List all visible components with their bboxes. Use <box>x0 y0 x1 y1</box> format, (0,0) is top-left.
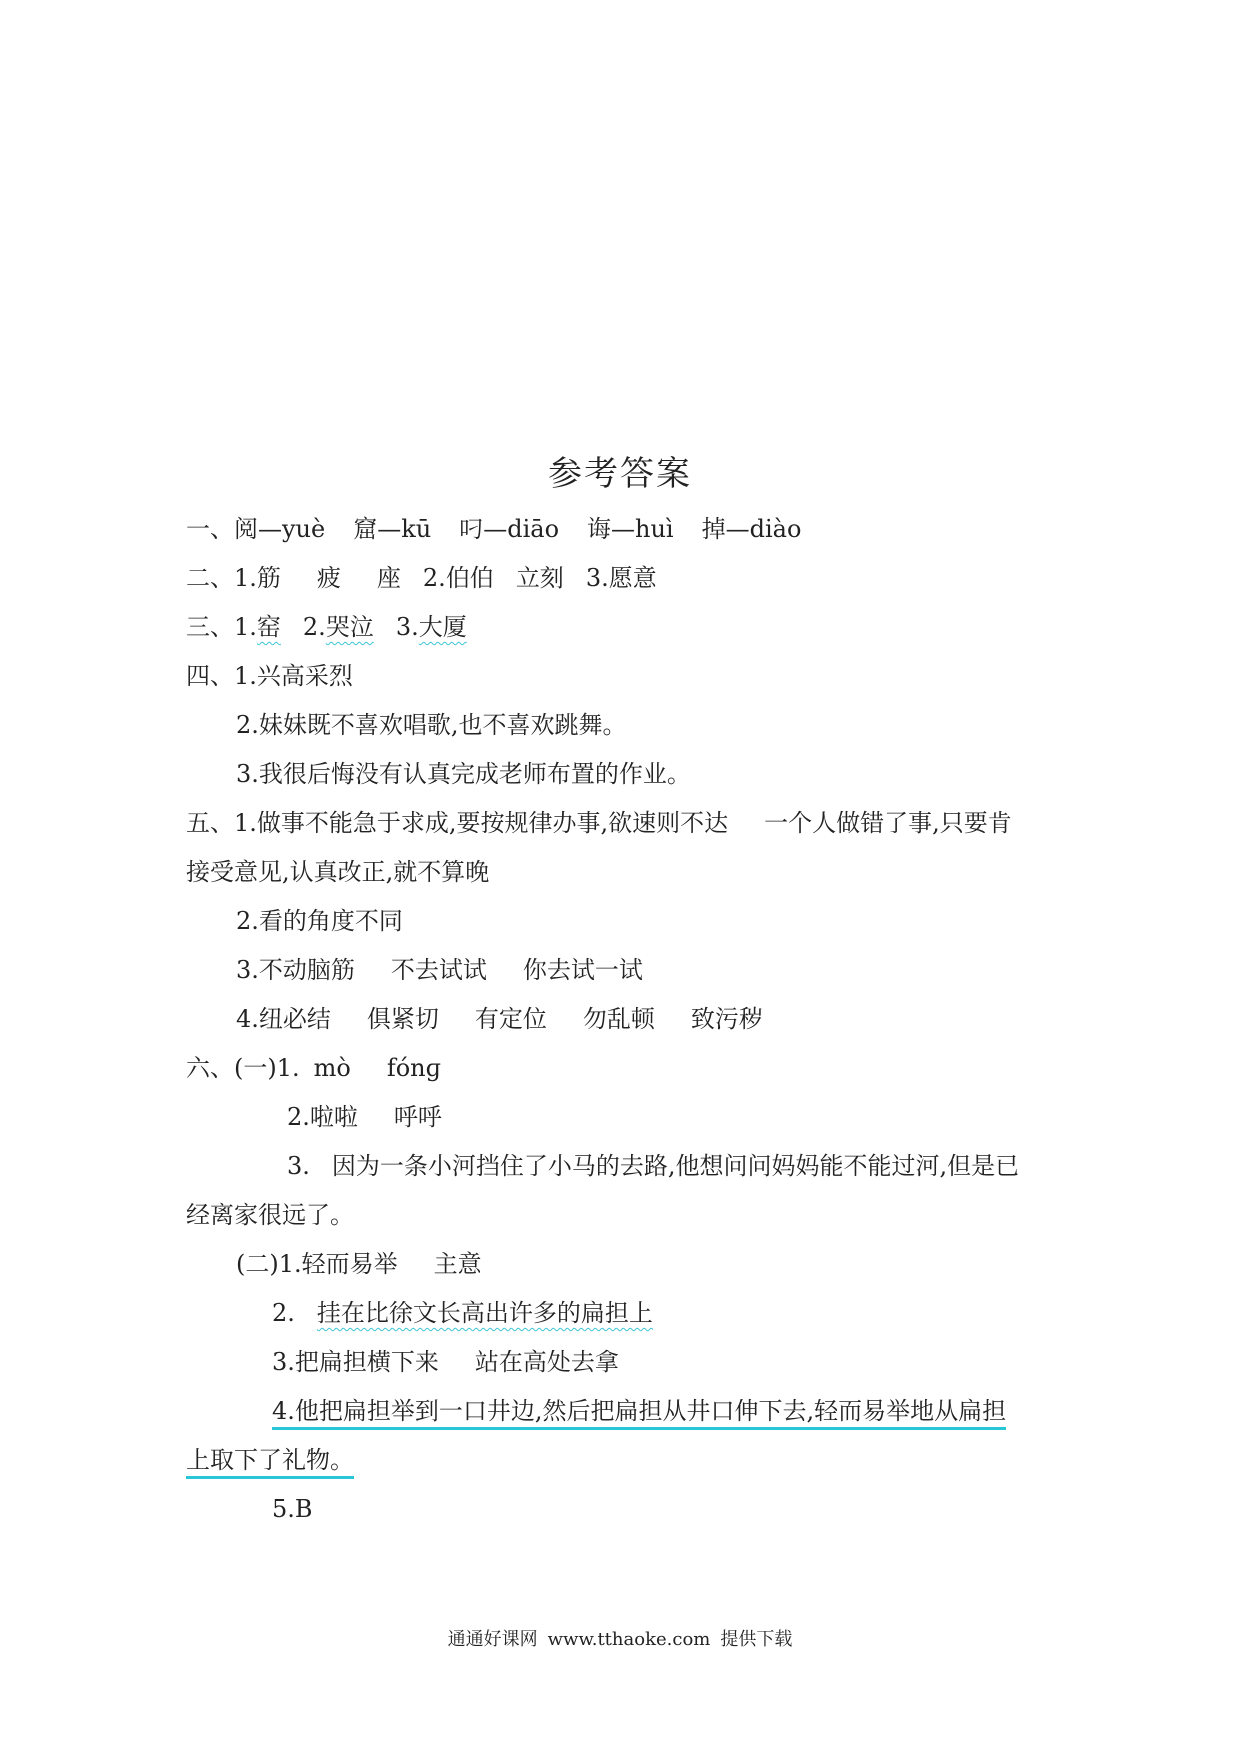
s6-answer: 呼呼 <box>393 1103 442 1131</box>
s2-answer: 筋 <box>256 564 281 592</box>
section-6-line-1 <box>186 1051 441 1085</box>
s5-answer: 一个人做错了事,只要肯 <box>764 809 1012 837</box>
section-6-line-8 <box>272 1394 1006 1428</box>
s2-answer: 疲 <box>316 564 341 592</box>
s5-answer: 你去试一试 <box>522 956 643 984</box>
section-2-line <box>186 561 657 595</box>
s2-num: 3. <box>585 564 609 592</box>
section-5-line-4 <box>236 953 643 987</box>
s3-num: 1. <box>234 613 257 641</box>
s6-answer-underlined: 4.他把扁担举到一口井边,然后把扁担从井口伸下去,轻而易举地从扁担 <box>272 1397 1006 1430</box>
section-6-line-2 <box>287 1100 442 1134</box>
s5-answer: 致污秽 <box>690 1005 763 1033</box>
section-6-label: 六、 <box>186 1054 234 1082</box>
section-1-label: 一、 <box>186 515 234 543</box>
s2-answer: 愿意 <box>608 564 657 592</box>
section-2-label: 二、 <box>186 564 234 592</box>
s1-item: 阅—yuè <box>234 515 326 543</box>
s3-num: 3. <box>395 613 419 641</box>
section-4-line-3: 3.我很后悔没有认真完成老师布置的作业。 <box>236 760 691 788</box>
page-title: 参考答案 <box>548 454 692 494</box>
section-5-line-2: 接受意见,认真改正,就不算晚 <box>186 858 490 886</box>
section-5-line-3: 2.看的角度不同 <box>236 907 403 935</box>
s6-answer: 站在高处去拿 <box>474 1348 619 1376</box>
section-3-label: 三、 <box>186 613 234 641</box>
section-3-line <box>186 610 467 644</box>
footer-url: www.tthaoke.com <box>547 1629 711 1650</box>
section-5-line-1 <box>186 806 1012 840</box>
s2-answer: 伯伯 <box>445 564 494 592</box>
section-6-line-5 <box>236 1247 482 1281</box>
s1-item: 诲—huì <box>587 515 674 543</box>
s4-answer: 1.兴高采烈 <box>234 662 353 690</box>
s6-answer: fónɡ <box>386 1054 441 1082</box>
s5-answer: 3.不动脑筋 <box>236 956 355 984</box>
s3-num: 2. <box>302 613 326 641</box>
section-6-line-9 <box>186 1443 354 1477</box>
s5-answer: 1.做事不能急于求成,要按规律办事,欲速则不达 <box>234 809 729 837</box>
s6-num: 2. <box>272 1299 295 1327</box>
s2-answer: 座 <box>376 564 401 592</box>
section-4-line-1 <box>186 659 353 693</box>
s2-num: 1. <box>234 564 257 592</box>
section-6-line-6 <box>272 1296 653 1330</box>
s1-item: 掉—diào <box>701 515 802 543</box>
section-5-label: 五、 <box>186 809 234 837</box>
s6-answer: (二)1.轻而易举 <box>236 1250 398 1278</box>
s5-answer: 不去试试 <box>390 956 487 984</box>
s3-answer-underlined: 哭泣 <box>325 613 374 641</box>
section-4-label: 四、 <box>186 662 234 690</box>
section-6-line-3 <box>287 1149 1019 1183</box>
s3-answer-underlined: 大厦 <box>418 613 467 641</box>
s6-answer: mò <box>313 1054 351 1082</box>
s2-num: 2. <box>422 564 446 592</box>
s5-answer: 4.纽必结 <box>236 1005 331 1033</box>
s6-answer: 2.啦啦 <box>287 1103 358 1131</box>
s6-num: 3. <box>287 1152 310 1180</box>
s6-answer: 3.把扁担横下来 <box>272 1348 439 1376</box>
s6-answer-underlined: 上取下了礼物。 <box>186 1446 354 1479</box>
s6-sub-label: (一)1. <box>234 1054 300 1082</box>
section-4-line-2: 2.妹妹既不喜欢唱歌,也不喜欢跳舞。 <box>236 711 627 739</box>
s5-answer: 有定位 <box>474 1005 547 1033</box>
s6-answer: 主意 <box>433 1250 482 1278</box>
s2-answer: 立刻 <box>515 564 564 592</box>
section-6-line-10: 5.B <box>272 1495 313 1523</box>
section-1-line <box>186 512 801 546</box>
section-6-line-4: 经离家很远了。 <box>186 1201 354 1229</box>
footer-watermark <box>0 1627 1240 1653</box>
s1-item: 窟—kū <box>353 515 432 543</box>
section-5-line-5 <box>236 1002 763 1036</box>
s3-answer-underlined: 窑 <box>256 613 281 641</box>
footer-site-name: 通通好课网 <box>447 1629 538 1650</box>
s5-answer: 俱紧切 <box>366 1005 439 1033</box>
footer-suffix: 提供下载 <box>720 1629 793 1650</box>
s5-answer: 勿乱顿 <box>582 1005 655 1033</box>
s6-answer: 因为一条小河挡住了小马的去路,他想问问妈妈能不能过河,但是已 <box>331 1152 1020 1180</box>
s1-item: 叼—diāo <box>459 515 560 543</box>
s6-answer-underlined: 挂在比徐文长高出许多的扁担上 <box>316 1299 653 1327</box>
section-6-line-7 <box>272 1345 619 1379</box>
